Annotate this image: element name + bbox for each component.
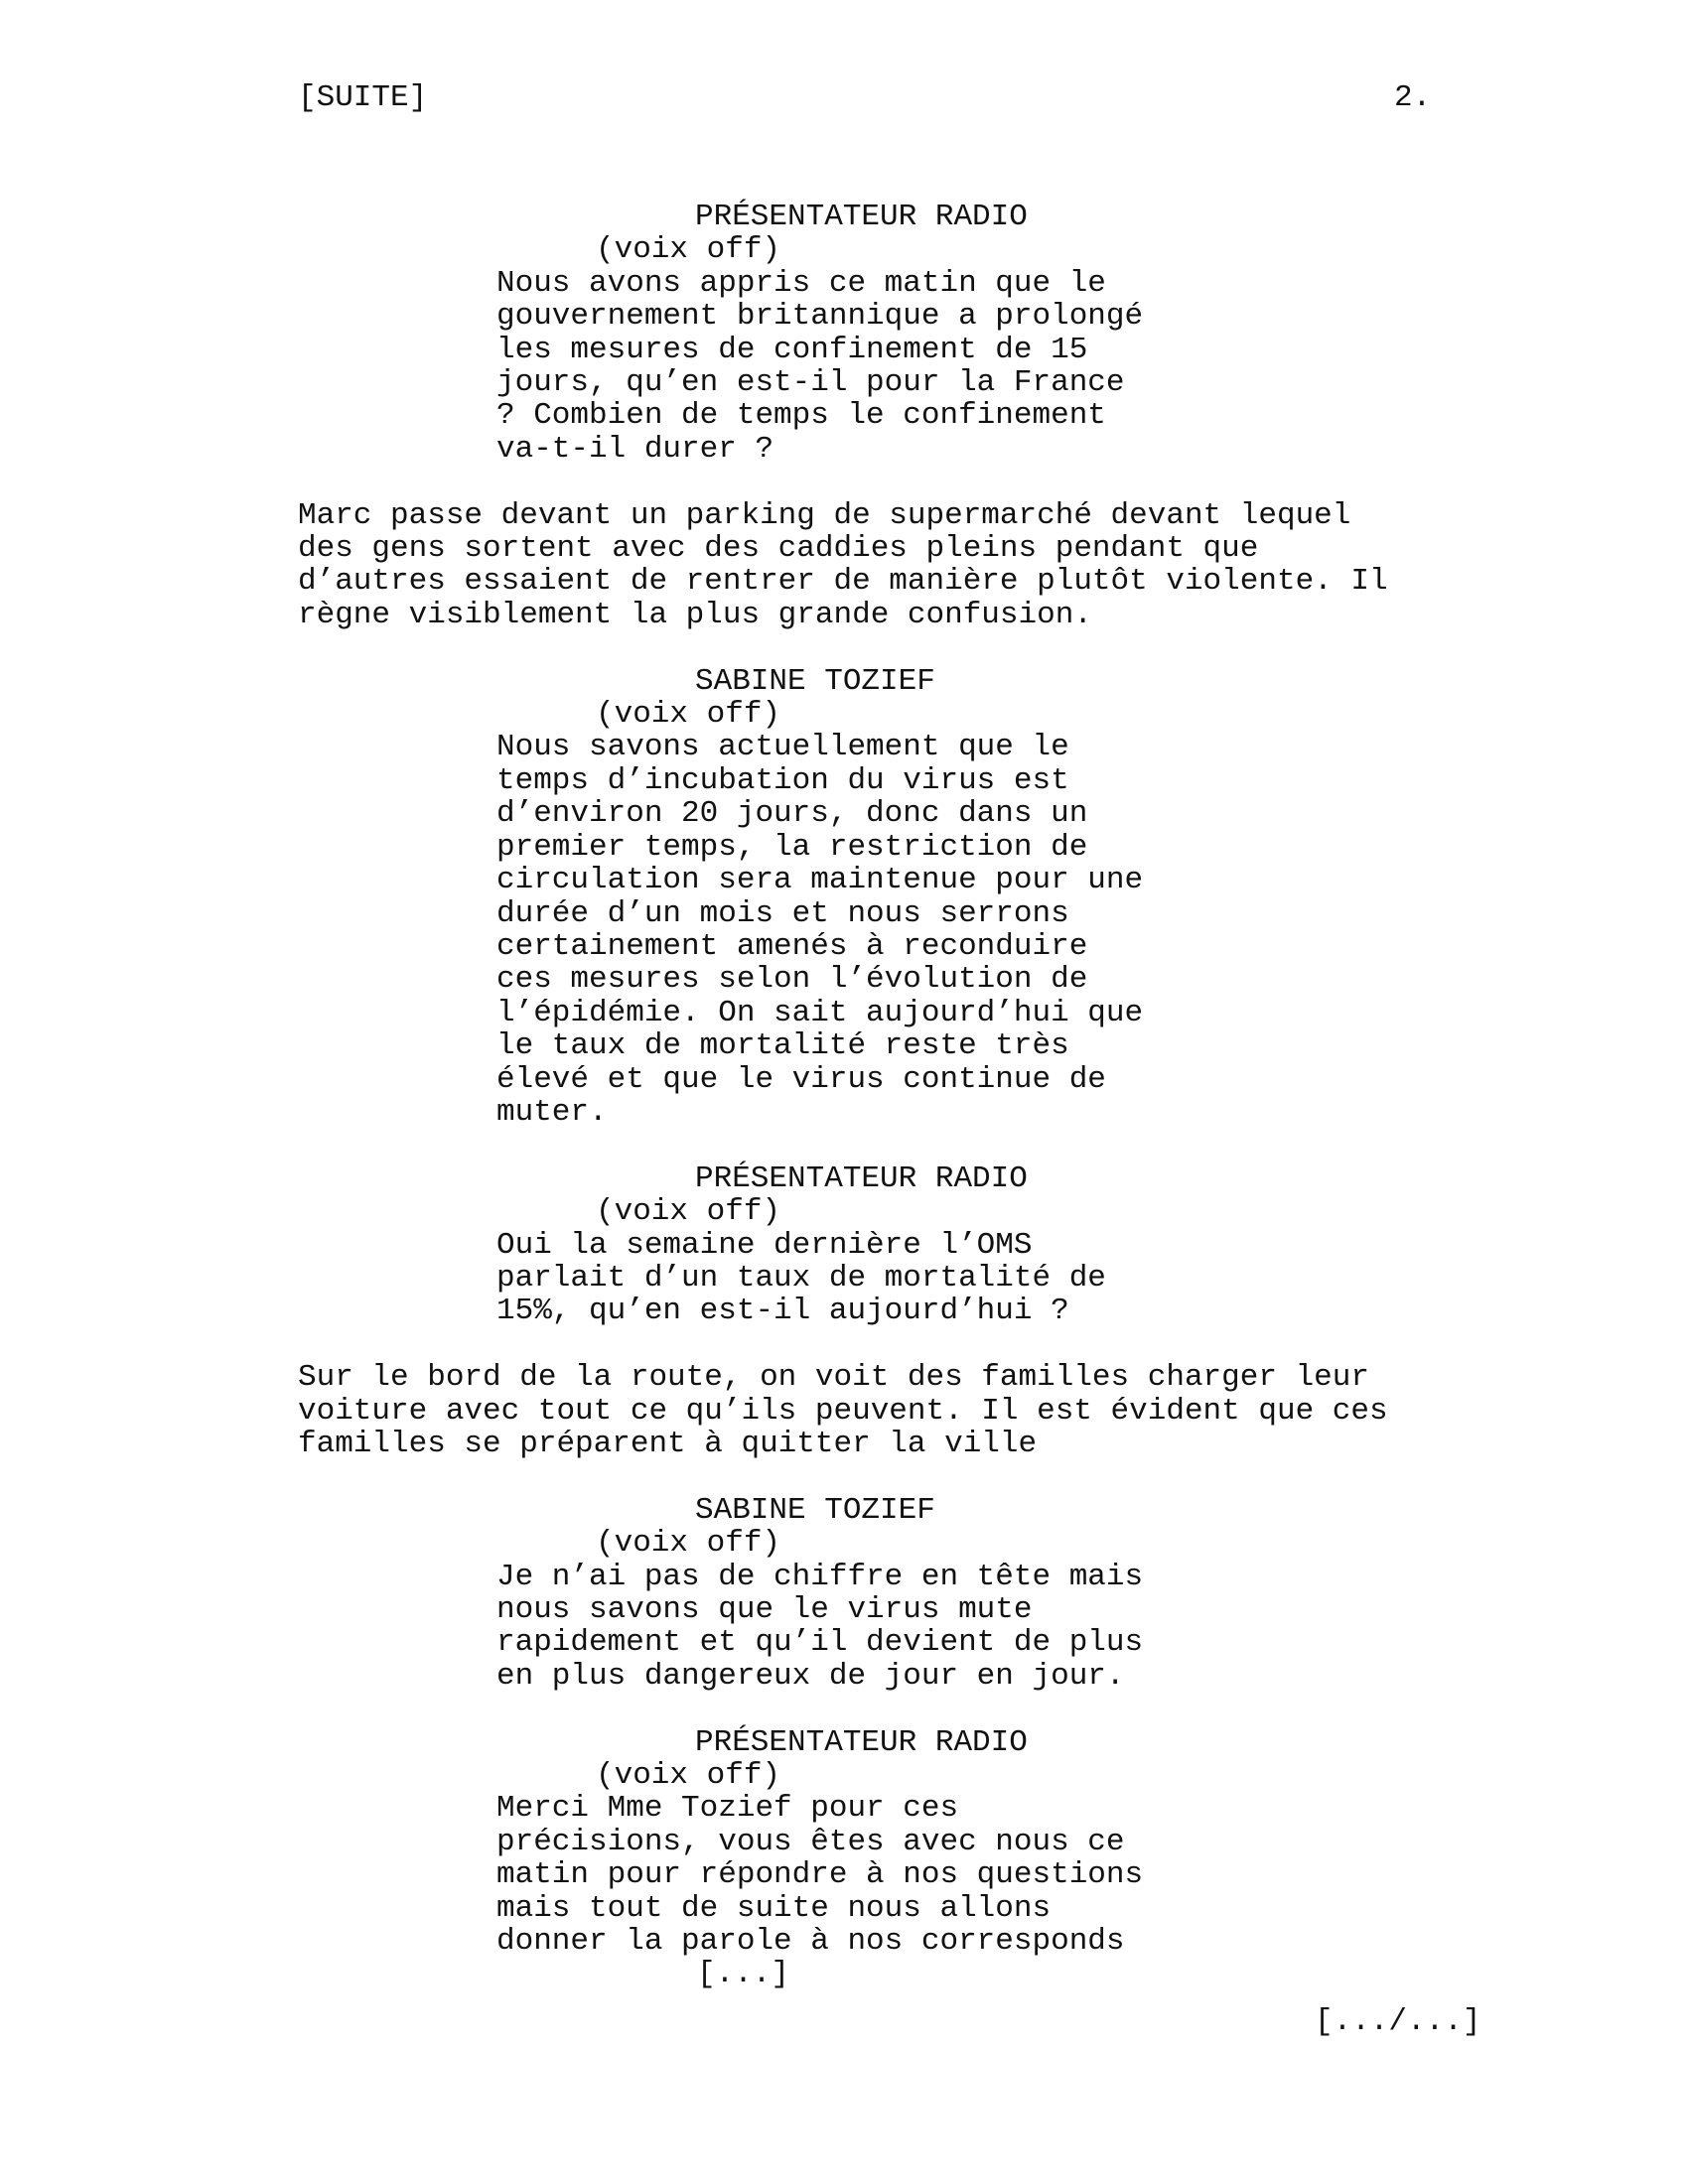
dialogue-line: précisions, vous êtes avec nous ce: [496, 1824, 1125, 1859]
dialogue-block: [298, 1162, 1589, 1328]
dialogue-line: premier temps, la restriction de: [496, 829, 1088, 865]
character-name: PRÉSENTATEUR RADIO: [695, 1724, 1028, 1760]
page-number: 2.: [1394, 80, 1432, 115]
dialogue-line: le taux de mortalité reste très: [496, 1028, 1069, 1064]
block-spacer: [298, 1328, 1589, 1361]
dialogue-line: temps d’incubation du virus est: [496, 762, 1069, 798]
action-line: familles se préparent à quitter la ville: [298, 1426, 1038, 1461]
dialogue-text: [496, 1229, 1251, 1328]
dialogue-block: [298, 1494, 1589, 1693]
parenthetical: (voix off): [596, 1194, 781, 1230]
action-line: voiture avec tout ce qu’ils peuvent. Il est évident que ces: [298, 1393, 1388, 1429]
action-line: d’autres essaient de rentrer de manière plutôt violente. Il: [298, 564, 1388, 600]
action-block: [298, 499, 1589, 632]
dialogue-line: mais tout de suite nous allons: [496, 1890, 1052, 1926]
dialogue-line: l’épidémie. On sait aujourd’hui que: [496, 995, 1144, 1030]
dialogue-block: [298, 1726, 1589, 1991]
dialogue-line: ? Combien de temps le confinement: [496, 398, 1106, 434]
dialogue-line: rapidement et qu’il devient de plus: [496, 1625, 1144, 1661]
dialogue-line: Nous avons appris ce matin que le: [496, 265, 1106, 301]
dialogue-line: gouvernement britannique a prolongé: [496, 299, 1144, 335]
block-spacer: [298, 1693, 1589, 1725]
parenthetical: (voix off): [596, 697, 781, 733]
dialogue-line: les mesures de confinement de 15: [496, 332, 1088, 367]
dialogue-line: d’environ 20 jours, donc dans un: [496, 796, 1088, 832]
parenthetical: (voix off): [596, 1526, 781, 1562]
block-spacer: [298, 631, 1589, 664]
dialogue-text: [496, 731, 1251, 1129]
dialogue-line: va-t-il durer ?: [496, 431, 774, 467]
continued-marker: [...]: [697, 1957, 790, 1992]
dialogue-line: matin pour répondre à nos questions: [496, 1857, 1144, 1893]
script-body: [298, 201, 1589, 1991]
character-name: PRÉSENTATEUR RADIO: [695, 1160, 1028, 1196]
dialogue-line: Merci Mme Tozief pour ces: [496, 1791, 959, 1827]
action-line: Marc passe devant un parking de supermarché devant lequel: [298, 497, 1351, 533]
dialogue-line: certainement amenés à reconduire: [496, 928, 1088, 964]
dialogue-line: élevé et que le virus continue de: [496, 1061, 1106, 1097]
character-name: SABINE TOZIEF: [695, 663, 935, 699]
action-line: règne visiblement la plus grande confusion.: [298, 597, 1092, 632]
character-name: SABINE TOZIEF: [695, 1492, 935, 1528]
dialogue-line: ces mesures selon l’évolution de: [496, 962, 1088, 998]
dialogue-line: Oui la semaine dernière l’OMS: [496, 1227, 1033, 1263]
block-spacer: [298, 1129, 1589, 1161]
dialogue-line: parlait d’un taux de mortalité de: [496, 1260, 1106, 1296]
dialogue-line: durée d’un mois et nous serrons: [496, 895, 1069, 931]
dialogue-line: jours, qu’en est-il pour la France: [496, 365, 1125, 401]
parenthetical: (voix off): [596, 1758, 781, 1793]
dialogue-line: Je n’ai pas de chiffre en tête mais: [496, 1559, 1144, 1594]
dialogue-text: [496, 1561, 1251, 1694]
action-line: Sur le bord de la route, on voit des familles charger leur: [298, 1360, 1369, 1396]
dialogue-line: muter.: [496, 1094, 608, 1130]
more-marker: [.../...]: [1315, 2004, 1481, 2039]
dialogue-line: nous savons que le virus mute: [496, 1591, 1033, 1627]
parenthetical: (voix off): [596, 232, 781, 268]
dialogue-text: [496, 267, 1251, 466]
block-spacer: [298, 466, 1589, 498]
dialogue-line: donner la parole à nos corresponds: [496, 1924, 1125, 1960]
continued-header: [SUITE]: [298, 80, 428, 115]
block-spacer: [298, 1460, 1589, 1493]
dialogue-line: circulation sera maintenue pour une: [496, 863, 1144, 898]
dialogue-block: [298, 665, 1589, 1130]
action-line: des gens sortent avec des caddies pleins pendant que: [298, 531, 1259, 567]
dialogue-line: 15%, qu’en est-il aujourd’hui ?: [496, 1294, 1069, 1329]
dialogue-line: Nous savons actuellement que le: [496, 730, 1069, 765]
dialogue-line: en plus dangereux de jour en jour.: [496, 1658, 1125, 1694]
action-block: [298, 1361, 1589, 1460]
dialogue-block: [298, 201, 1589, 466]
dialogue-text: [496, 1792, 1251, 1958]
character-name: PRÉSENTATEUR RADIO: [695, 200, 1028, 234]
